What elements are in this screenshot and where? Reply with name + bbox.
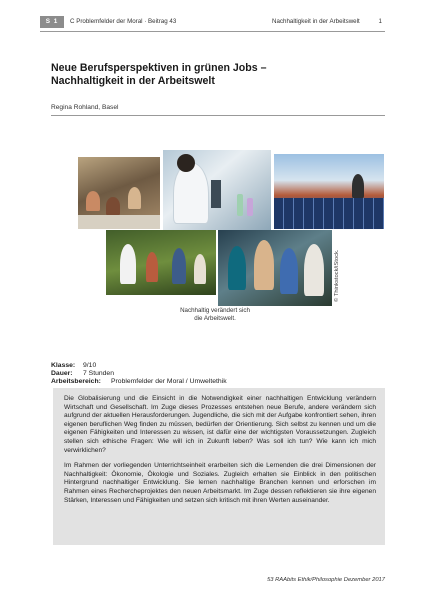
running-header — [40, 15, 385, 32]
summary-paragraph-2: Im Rahmen der vorliegenden Unterrichtseinheit erarbeiten sich die Lernenden die drei Dimensionen der Nachhaltigkeit: Ökonomie, Ökologie und Soziales. Zugleich erhalten sie Einblick in den politischen Hintergrund nachhaltiger Entwicklung. Sie lernen nachhaltige Branchen kennen und erforschen im Rahmen eines Rechercheprojektes den neuen Arbeitsmarkt. Im Zuge dessen reflektieren sie ihre eigenen Stärken, Interessen und Fähigkeiten und setzen sich kritisch mit ihren Werten auseinander. — [64, 462, 376, 504]
laboratory-photo — [163, 150, 271, 230]
section-badge: S 1 — [40, 16, 64, 28]
title-line-1: Neue Berufsperspektiven in grünen Jobs – — [51, 62, 267, 74]
caption-line-1: Nachhaltig verändert sich — [180, 307, 250, 314]
klasse-value: 9/10 — [83, 362, 97, 369]
meta-dauer — [51, 370, 114, 377]
figure-caption — [160, 307, 270, 323]
dauer-label: Dauer: — [51, 370, 73, 377]
page-footer: 53 RAAbits Ethik/Philosophie Dezember 2017 — [267, 577, 385, 583]
image-credit — [334, 236, 344, 302]
solar-panel-photo — [274, 154, 384, 229]
classroom-photo — [78, 157, 160, 229]
arbeitsbereich-value: Problemfelder der Moral / Umweltethik — [111, 378, 227, 385]
title-line-2: Nachhaltigkeit in der Arbeitswelt — [51, 75, 215, 87]
series-label: C Problemfelder der Moral · Beitrag 43 — [70, 18, 177, 25]
klasse-label: Klasse: — [51, 362, 76, 369]
topic-label: Nachhaltigkeit in der Arbeitswelt — [272, 18, 360, 25]
author-line: Regina Rohland, Basel — [51, 104, 119, 111]
summary-box — [53, 388, 385, 545]
arbeitsbereich-label: Arbeitsbereich: — [51, 378, 101, 385]
divider — [51, 115, 385, 116]
page-number: 1 — [378, 18, 382, 25]
students-team-photo — [218, 230, 332, 306]
meta-arbeitsbereich — [51, 378, 227, 385]
dauer-value: 7 Stunden — [83, 370, 114, 377]
image-credit-text: © Thinkstock/iStock. — [334, 249, 340, 302]
garden-children-photo — [106, 230, 216, 295]
meta-klasse — [51, 362, 97, 369]
summary-paragraph-1: Die Globalisierung und die Einsicht in die Notwendigkeit einer nachhaltigen Entwicklung verändern Wirtschaft und Gesellschaft. Im Zuge dieses Prozesses entstehen neue Berufe, andere verändern sich aufgrund der aktuellen Herausforderungen. Jugendliche, die sich mit der Aufgabe konfrontiert sehen, ihren eigenen beruflichen Weg finden zu müssen, bedürfen der Orientierung. Sich selbst zu kennen und um die eigenen Fähigkeiten und Interessen zu wissen, ist dafür eine der wichtigsten Voraussetzungen. Zugleich stellen sich ethische Fragen: Wie will ich in Zukunft leben? Was soll ich tun? Wie kann ich mich verwirklichen? — [64, 395, 376, 454]
caption-line-2: die Arbeitswelt. — [194, 315, 236, 322]
page-title — [51, 62, 371, 88]
